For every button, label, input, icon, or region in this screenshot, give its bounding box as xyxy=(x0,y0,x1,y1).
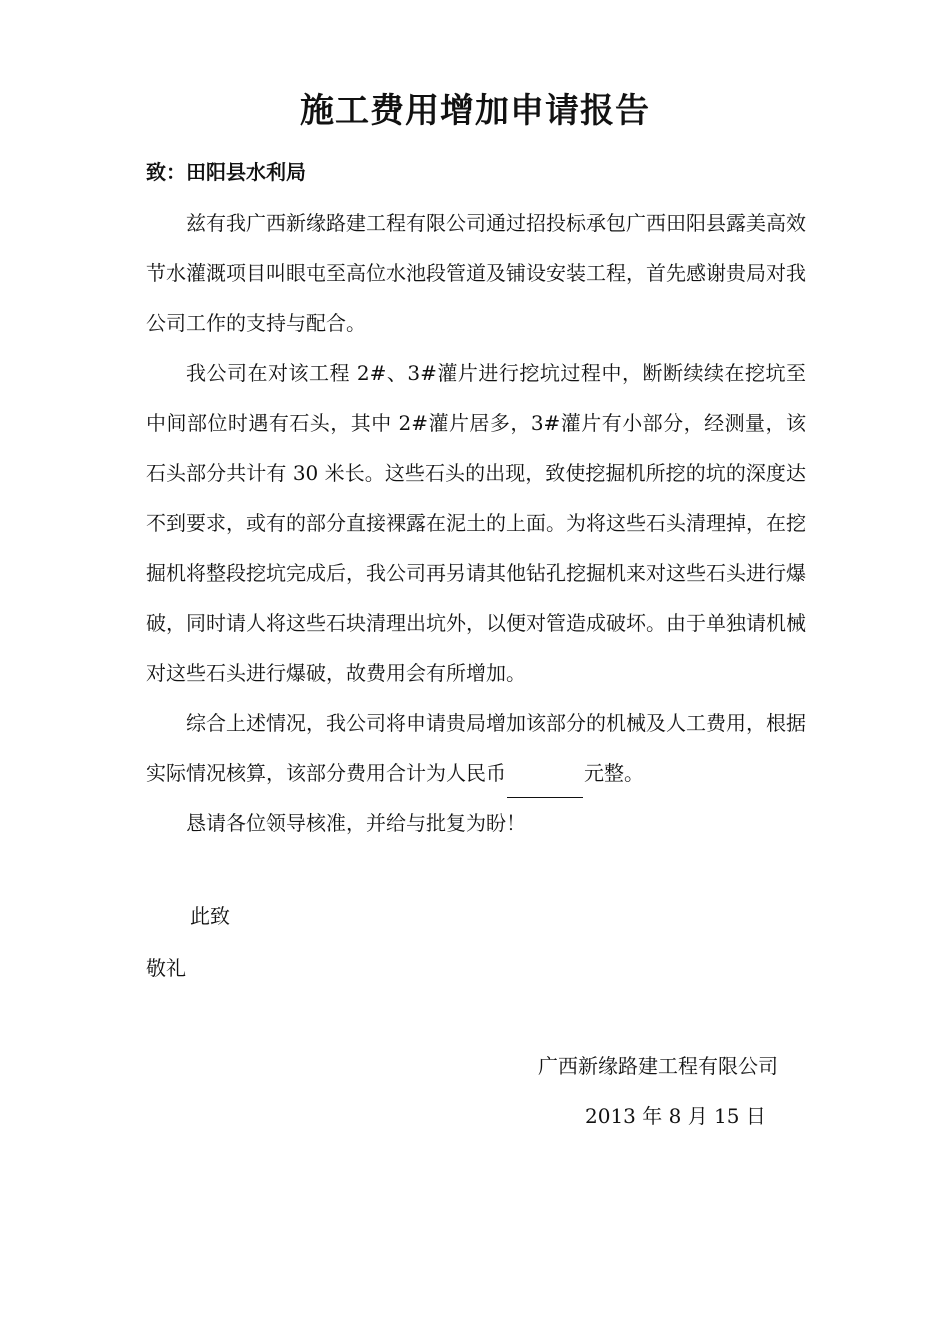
document-date: 2013 年 8 月 15 日 xyxy=(585,1104,766,1128)
addressee: 致：田阳县水利局 xyxy=(146,160,306,184)
closing-salutation: 此致 xyxy=(190,904,230,928)
situation-paragraph: 我公司在对该工程 2#、3#灌片进行挖坑过程中，断断续续在挖坑至中间部位时遇有石头，其中 2#灌片居多，3#灌片有小部分，经测量，该石头部分共计有 30 米长。这些石头的出现，致使挖掘机所挖的坑的深度达不到要求，或有的部分直接裸露在泥土的上面。为将这些石头清理掉，在挖掘机将整段挖坑完成后，我公司再另请其他钻孔挖掘机来对这些石头进行爆破，同时请人将这些石块清理出坑外，以便对管造成破坏。由于单独请机械对这些石头进行爆破，故费用会有所增加。 xyxy=(146,361,806,685)
document-title: 施工费用增加申请报告 xyxy=(300,91,650,131)
closing-regards: 敬礼 xyxy=(146,956,186,980)
amount-blank xyxy=(507,771,583,798)
letter-body xyxy=(146,198,806,848)
amount-suffix: 元整。 xyxy=(584,761,644,785)
amount-paragraph xyxy=(146,698,806,798)
amount-text: 综合上述情况，我公司将申请贵局增加该部分的机械及人工费用，根据实际情况核算，该部分费用合计为人民币 xyxy=(146,711,806,785)
intro-paragraph: 兹有我广西新缘路建工程有限公司通过招投标承包广西田阳县露美高效节水灌溉项目叫眼屯至高位水池段管道及铺设安装工程，首先感谢贵局对我公司工作的支持与配合。 xyxy=(146,211,806,335)
company-name: 广西新缘路建工程有限公司 xyxy=(538,1054,778,1078)
request-line: 恳请各位领导核准，并给与批复为盼！ xyxy=(186,811,526,835)
